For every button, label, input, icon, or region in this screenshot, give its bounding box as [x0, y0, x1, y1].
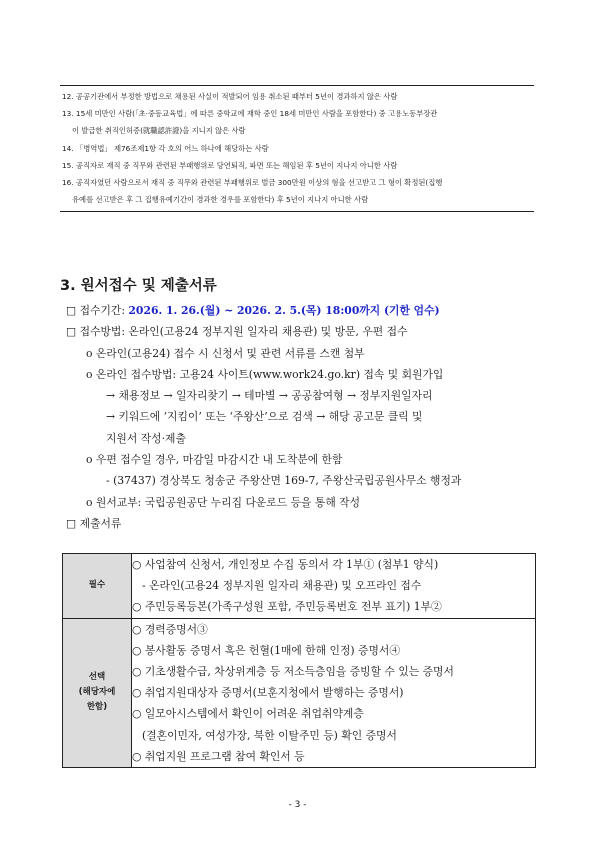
disqualification-line: 16. 공직자였던 사람으로서 재직 중 직무와 관련된 부패행위로 벌금 300만원 이상의 형을 선고받고 그 형이 확정된(집행: [62, 178, 443, 188]
optional-category: [63, 618, 132, 767]
document-item: ○ 일모아시스템에서 확인이 어려운 취업취약계층: [132, 707, 364, 721]
online-path-step-3: 지원서 작성·제출: [106, 431, 186, 445]
application-method: □ 접수방법: 온라인(고용24 정부지원 일자리 채용관) 및 방문, 우편 접수: [66, 325, 408, 339]
required-items: [132, 554, 536, 619]
document-item: ○ 경력증명서③: [132, 622, 208, 636]
application-period: [62, 300, 542, 321]
period-label: □ 접수기간:: [66, 304, 129, 317]
optional-label-line-1: 선택: [88, 672, 106, 683]
online-path-step-2: → 키워드에 ‘지킴이’ 또는 ‘주왕산’으로 검색 → 해당 공고문 클릭 및: [106, 410, 423, 424]
document-item: ○ 기초생활수급, 차상위계층 등 저소득층임을 증빙할 수 있는 증명서: [132, 665, 454, 679]
optional-label-line-2: (해당자에: [78, 687, 116, 698]
online-application-method: o 온라인 접수방법: 고용24 사이트(www.work24.go.kr) 접속 및 회원가입: [86, 367, 444, 381]
document-item: ○ 사업참여 신청서, 개인정보 수집 동의서 각 1부① (첨부1 양식): [132, 558, 439, 571]
documents-label: □ 제출서류: [66, 516, 122, 530]
optional-row: [63, 618, 536, 767]
document-item: (결혼이민자, 여성가장, 북한 이탈주민 등) 확인 증명서: [142, 728, 397, 742]
document-item: ○ 취업지원 프로그램 참여 확인서 등: [132, 749, 305, 763]
disqualification-list: [60, 85, 534, 212]
online-application-note: o 온라인(고용24) 접수 시 신청서 및 관련 서류를 스캔 첨부: [86, 346, 365, 360]
online-path-step-1: → 채용정보 → 일자리찾기 → 테마별 → 공공참여형 → 정부지원일자리: [106, 389, 433, 403]
disqualification-line: 이 발급한 취직인허증(就職認許證)을 지니지 않은 사람: [72, 126, 246, 136]
required-category: 필수: [63, 554, 132, 619]
optional-items: [132, 618, 536, 767]
form-distribution: o 원서교부: 국립공원공단 누리집 다운로드 등을 통해 작성: [86, 495, 361, 509]
disqualification-line: 13. 15세 미만인 사람(「초·중등교육법」에 따른 중학교에 재학 중인 18세 미만인 사람을 포함한다) 중 고용노동부장관: [62, 109, 438, 119]
required-documents-table: [62, 553, 536, 768]
mail-application-note: o 우편 접수일 경우, 마감일 마감시간 내 도착분에 한함: [86, 453, 343, 467]
disqualification-line: 14. 「병역법」 제76조제1항 각 호의 어느 하나에 해당하는 사람: [62, 143, 269, 153]
disqualification-line: 15. 공직자로 재직 중 직무와 관련된 부패행위로 당연퇴직, 파면 또는 해임된 후 5년이 지나지 아니한 사람: [62, 160, 398, 170]
disqualification-line: 유예를 선고받은 후 그 집행유예기간이 경과한 경우를 포함한다) 후 5년이 지나지 아니한 사람: [72, 195, 369, 205]
document-item: ○ 취업지원대상자 증명서(보훈지청에서 발행하는 증명서): [132, 686, 404, 700]
optional-label-line-3: 한함): [86, 702, 108, 713]
application-details: [62, 300, 542, 534]
mail-address: - (37437) 경상북도 청송군 주왕산면 169-7, 주왕산국립공원사무소 행정과: [106, 474, 462, 488]
disqualification-line: 12. 공공기관에서 부정한 방법으로 채용된 사실이 적발되어 임용 취소된 때부터 5년이 경과하지 않은 사람: [62, 92, 398, 101]
page-number: - 3 -: [288, 800, 307, 810]
required-row: [63, 554, 536, 619]
document-item: - 온라인(고용24 정부지원 일자리 채용관) 및 오프라인 접수: [142, 579, 422, 593]
document-item: ○ 주민등록등본(가족구성원 포함, 주민등록번호 전부 표기) 1부②: [132, 600, 442, 614]
document-item: ○ 봉사활동 증명서 혹은 헌혈(1매에 한해 인정) 증명서④: [132, 643, 401, 657]
section-title: 3. 원서접수 및 제출서류: [60, 278, 217, 294]
period-value: 2026. 1. 26.(월) ~ 2026. 2. 5.(목) 18:00까지 (기한 엄수): [128, 304, 440, 317]
